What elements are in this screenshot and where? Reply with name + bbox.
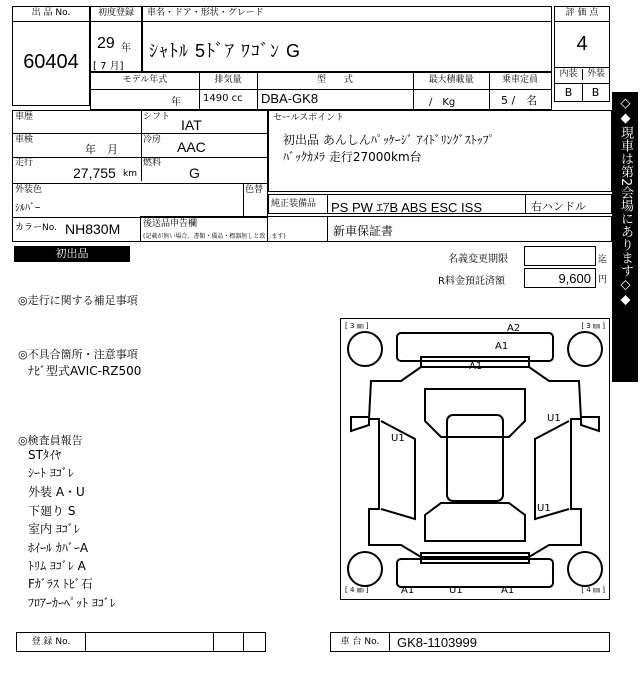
mileage-label: 走行 [15,158,34,168]
report-line: ｼｰﾄ ﾖｺﾞﾚ [28,466,74,480]
lot-label: 出 品 No. [13,8,89,22]
name-change-unit: 迄 [598,255,608,265]
lot-box [12,6,90,106]
tyre-front-left: [ 3 ㎜ ] [345,322,369,330]
color-change-label: 色替 [245,185,264,195]
model-code: DBA-GK8 [261,91,319,106]
model-label: 型 式 [316,75,353,85]
shift: IAT [181,117,202,133]
sales-point-label: セールスポイント [273,113,345,123]
lot-number: 60404 [23,51,79,73]
score-label: 評 価 点 [555,8,609,22]
chassis-number: GK8-1103999 [397,635,477,650]
car-name-box [142,6,552,72]
max-load-label: 最大積載量 [428,75,474,85]
reg-label: 登 録 No. [31,637,71,647]
recycle-unit: 円 [598,275,608,285]
side-note [612,92,638,382]
side-note-text: ◇◆現車は第2会場にあります◇◆ [618,96,633,308]
mileage: 27,755 [73,165,116,181]
sales-point-line2: ﾊﾞｯｸｶﾒﾗ 走行27000km台 [283,150,422,164]
interior-label: 内装 [559,69,578,79]
tyre-front-right: [ 3 ㎜ ] [581,322,605,330]
color-no: NH830M [65,221,121,237]
fuel: G [189,165,200,181]
handle: 右ハンドル [531,200,586,213]
defect-line: ﾅﾋﾞ型式AVIC-RZ500 [28,364,142,378]
car-label: 車名・ドア・形状・グレード [143,8,551,22]
equipment-items: PS PW ｴｱB ABS ESC ISS [331,200,482,215]
fuel-label: 燃料 [143,158,162,168]
defects-heading: ◎不具合箇所・注意事項 [18,348,138,361]
report-line: 室内 ﾖｺﾞﾚ [28,522,80,536]
displacement-label: 排気量 [214,75,242,85]
color-no-label: カラーNo. [15,223,57,233]
era-year: 29 [97,35,115,52]
report-line: ﾎｲｰﾙ ｶﾊﾞｰA [28,541,89,555]
first-reg-label: 初度登録 [91,8,141,22]
exterior-label: 外装 [582,69,609,80]
inspector-heading: ◎検査員報告 [18,434,83,447]
interior-grade: B [564,86,573,99]
first-listing-badge: 初出品 [14,246,130,262]
tyre-rear-left: [ 4 ㎜ ] [345,586,369,594]
capacity: 5 / 名 [501,94,538,107]
name-change-label: 名義変更期限 [448,254,508,265]
displacement: 1490 cc [203,93,243,104]
model-year-unit: 年 [171,97,181,108]
car-name: ｼｬﾄﾙ 5ﾄﾞｱ ﾜｺﾞﾝ G [149,41,302,61]
tyre-rear-right: [ 4 ㎜ ] [581,586,605,594]
chassis-row [330,632,610,652]
color-label: 外装色 [15,185,43,195]
year-unit: 年 [121,43,131,54]
sales-point-line1: 初出品 あんしんﾊﾟｯｹｰｼﾞ ｱｲﾄﾞﾘﾝｸﾞｽﾄｯﾌﾟ [283,133,495,147]
color: ｼﾙﾊﾞｰ [15,203,40,214]
damage-mark: U1 [449,585,463,596]
report-line: STﾀｲﾔ [28,448,61,462]
damage-mark: U1 [547,413,561,424]
chassis-label: 車 台 No. [340,637,380,647]
spec-row [90,72,552,110]
recycle-box [524,268,596,288]
score: 4 [576,33,588,55]
damage-mark: A1 [469,361,483,372]
postdoc-note: (記載が無い場合、書類・備品・標器無しと致します) [143,233,286,240]
damage-mark: A1 [501,585,515,596]
postdoc-row [140,216,612,242]
mileage-unit: km [123,169,137,179]
max-load-unit: / Kg [429,97,456,108]
report-line: ﾌﾛｱｰｶｰﾍﾟｯﾄ ﾖｺﾞﾚ [28,596,116,610]
ac: AAC [177,139,206,155]
damage-mark: U1 [537,503,551,514]
report-line: Fｶﾞﾗｽ ﾄﾋﾞ石 [28,577,93,591]
warranty: 新車保証書 [333,224,394,238]
damage-mark: U1 [391,433,405,444]
first-reg-box [90,6,142,72]
report-line: ﾄﾘﾑ ﾖｺﾞﾚ A [28,559,86,573]
supplement-heading: ◎走行に関する補足事項 [18,294,138,307]
score-box [554,6,610,102]
damage-mark: A1 [401,585,415,596]
damage-mark: A2 [507,323,521,334]
shift-label: シフト [143,112,171,122]
recycle-label: R料金預託済額 [438,276,505,287]
ac-label: 冷房 [143,135,162,145]
inspection-label: 車検 [15,135,34,145]
equipment-label: 純正装備品 [271,199,317,209]
report-line: 下廻り S [28,504,76,518]
report-line: 外装 A・U [28,485,85,499]
car-diagram [340,318,610,600]
equipment-row [268,194,612,214]
reg-no-row [16,632,266,652]
sales-point-box [268,110,612,192]
history-label: 車歴 [15,112,34,122]
month: [ 7 月] [93,61,124,72]
postdoc-label: 後送品申告欄 [143,219,198,229]
exterior-grade: B [591,86,600,99]
damage-mark: A1 [495,341,509,352]
model-year-label: モデル年式 [122,75,168,85]
name-change-box [524,246,596,266]
recycle-value: 9,600 [558,271,591,286]
capacity-label: 乗車定員 [501,75,538,85]
inspection-value: 年 月 [85,143,118,156]
